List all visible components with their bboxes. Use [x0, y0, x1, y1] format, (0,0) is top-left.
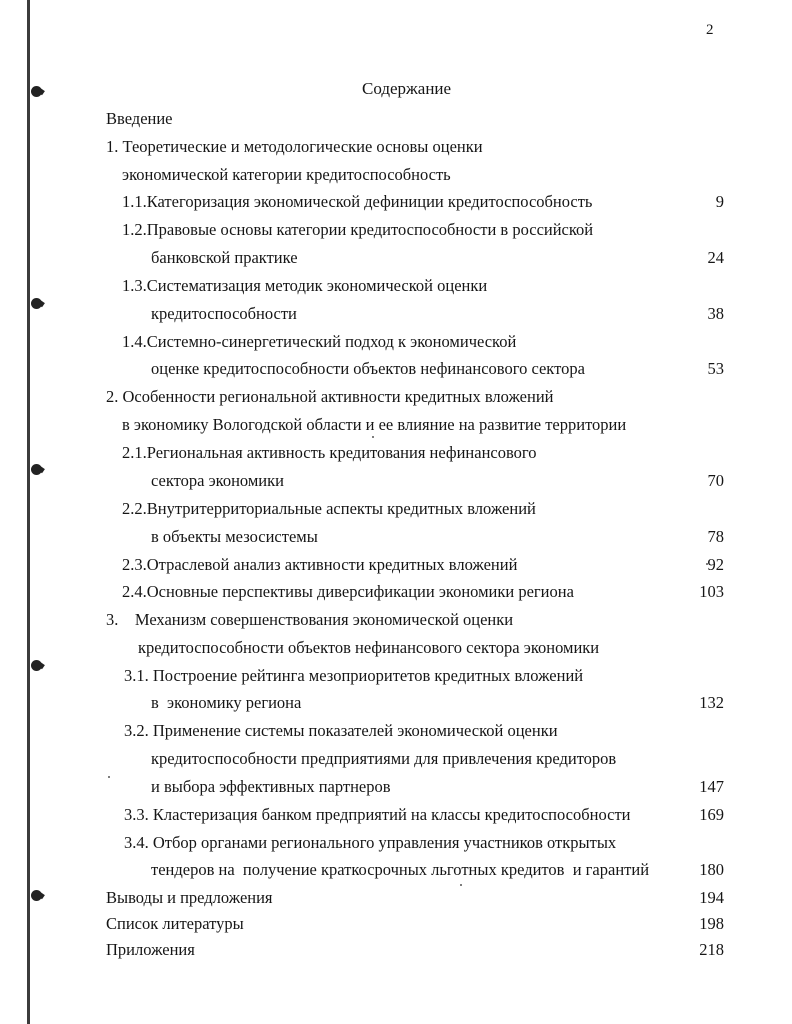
toc-page-number: 180: [699, 860, 724, 879]
toc-entry-text: в объекты мезосистемы: [151, 527, 318, 546]
toc-page-number: 53: [707, 359, 724, 378]
toc-entry-text: Выводы и предложения: [106, 888, 273, 907]
toc-page-number: 38: [707, 304, 724, 323]
toc-entry-text: 3.1. Построение рейтинга мезоприоритетов кредитных вложений: [124, 666, 584, 685]
toc-page-number: 9: [715, 192, 724, 211]
toc-page-number: 147: [699, 777, 724, 796]
scan-speck: [108, 776, 110, 778]
toc-page-number: 70: [707, 471, 724, 490]
toc-page-number: 78: [707, 527, 724, 546]
toc-entry-text: тендеров на получение краткосрочных льготных кредитов и гарантий: [151, 860, 650, 879]
toc-entry-text: 2.3.Отраслевой анализ активности кредитных вложений: [122, 555, 518, 574]
toc-page-number: 218: [699, 940, 724, 959]
toc-entry-text: 2.4.Основные перспективы диверсификации экономики региона: [122, 582, 574, 601]
scan-speck: [372, 436, 374, 438]
toc-entry-text: Приложения: [106, 940, 195, 959]
binding-hole-mark: [31, 890, 42, 901]
toc-entry-text: и выбора эффективных партнеров: [151, 777, 391, 796]
toc-entry-text: 3.3. Кластеризация банком предприятий на классы кредитоспособности: [124, 805, 631, 824]
binding-hole-mark: [31, 464, 42, 475]
binding-hole-mark: [31, 86, 42, 97]
toc-entry-text: экономической категории кредитоспособность: [122, 165, 451, 184]
scan-left-edge: [27, 0, 30, 1024]
toc-page-number: 132: [699, 693, 724, 712]
toc-page-number: 24: [707, 248, 724, 267]
page-title: Содержание: [362, 79, 452, 98]
toc-page-number: 169: [699, 805, 724, 824]
toc-page-number: 103: [699, 582, 724, 601]
toc-entry-text: оценке кредитоспособности объектов нефинансового сектора: [151, 359, 585, 378]
toc-entry-text: Введение: [106, 109, 173, 128]
toc-entry-text: 1.4.Системно-синергетический подход к экономической: [122, 332, 517, 351]
toc-entry-text: 2. Особенности региональной активности кредитных вложений: [106, 387, 554, 406]
toc-entry-text: 1. Теоретические и методологические основы оценки: [106, 137, 483, 156]
toc-entry-text: кредитоспособности объектов нефинансового сектора экономики: [138, 638, 600, 657]
toc-entry-text: кредитоспособности предприятиями для привлечения кредиторов: [151, 749, 617, 768]
scan-speck: [460, 884, 462, 886]
toc-entry-text: 2.2.Внутритерриториальные аспекты кредитных вложений: [122, 499, 536, 518]
toc-page-number: 92: [707, 555, 724, 574]
toc-entry-text: кредитоспособности: [151, 304, 297, 323]
toc-entry-text: 2.1.Региональная активность кредитования нефинансового: [122, 443, 537, 462]
toc-entry-text: 1.1.Категоризация экономической дефиниции кредитоспособность: [122, 192, 593, 211]
toc-entry-text: в экономику региона: [151, 693, 302, 712]
binding-hole-mark: [31, 660, 42, 671]
toc-entry-text: 1.2.Правовые основы категории кредитоспособности в российской: [122, 220, 594, 239]
toc-entry-text: 3.2. Применение системы показателей экономической оценки: [124, 721, 558, 740]
toc-entry-text: 3.4. Отбор органами регионального управления участников открытых: [124, 833, 617, 852]
toc-entry-text: Список литературы: [106, 914, 244, 933]
toc-entry-text: сектора экономики: [151, 471, 284, 490]
toc-entry-text: 3. Механизм совершенствования экономической оценки: [106, 610, 514, 629]
binding-hole-mark: [31, 298, 42, 309]
toc-page-number: 198: [699, 914, 724, 933]
toc-entry-text: 1.3.Систематизация методик экономической оценки: [122, 276, 488, 295]
toc-entry-text: банковской практике: [151, 248, 298, 267]
page-number: 2: [706, 22, 714, 38]
toc-entry-text: в экономику Вологодской области и ее влияние на развитие территории: [122, 415, 627, 434]
toc-page-number: 194: [699, 888, 724, 907]
